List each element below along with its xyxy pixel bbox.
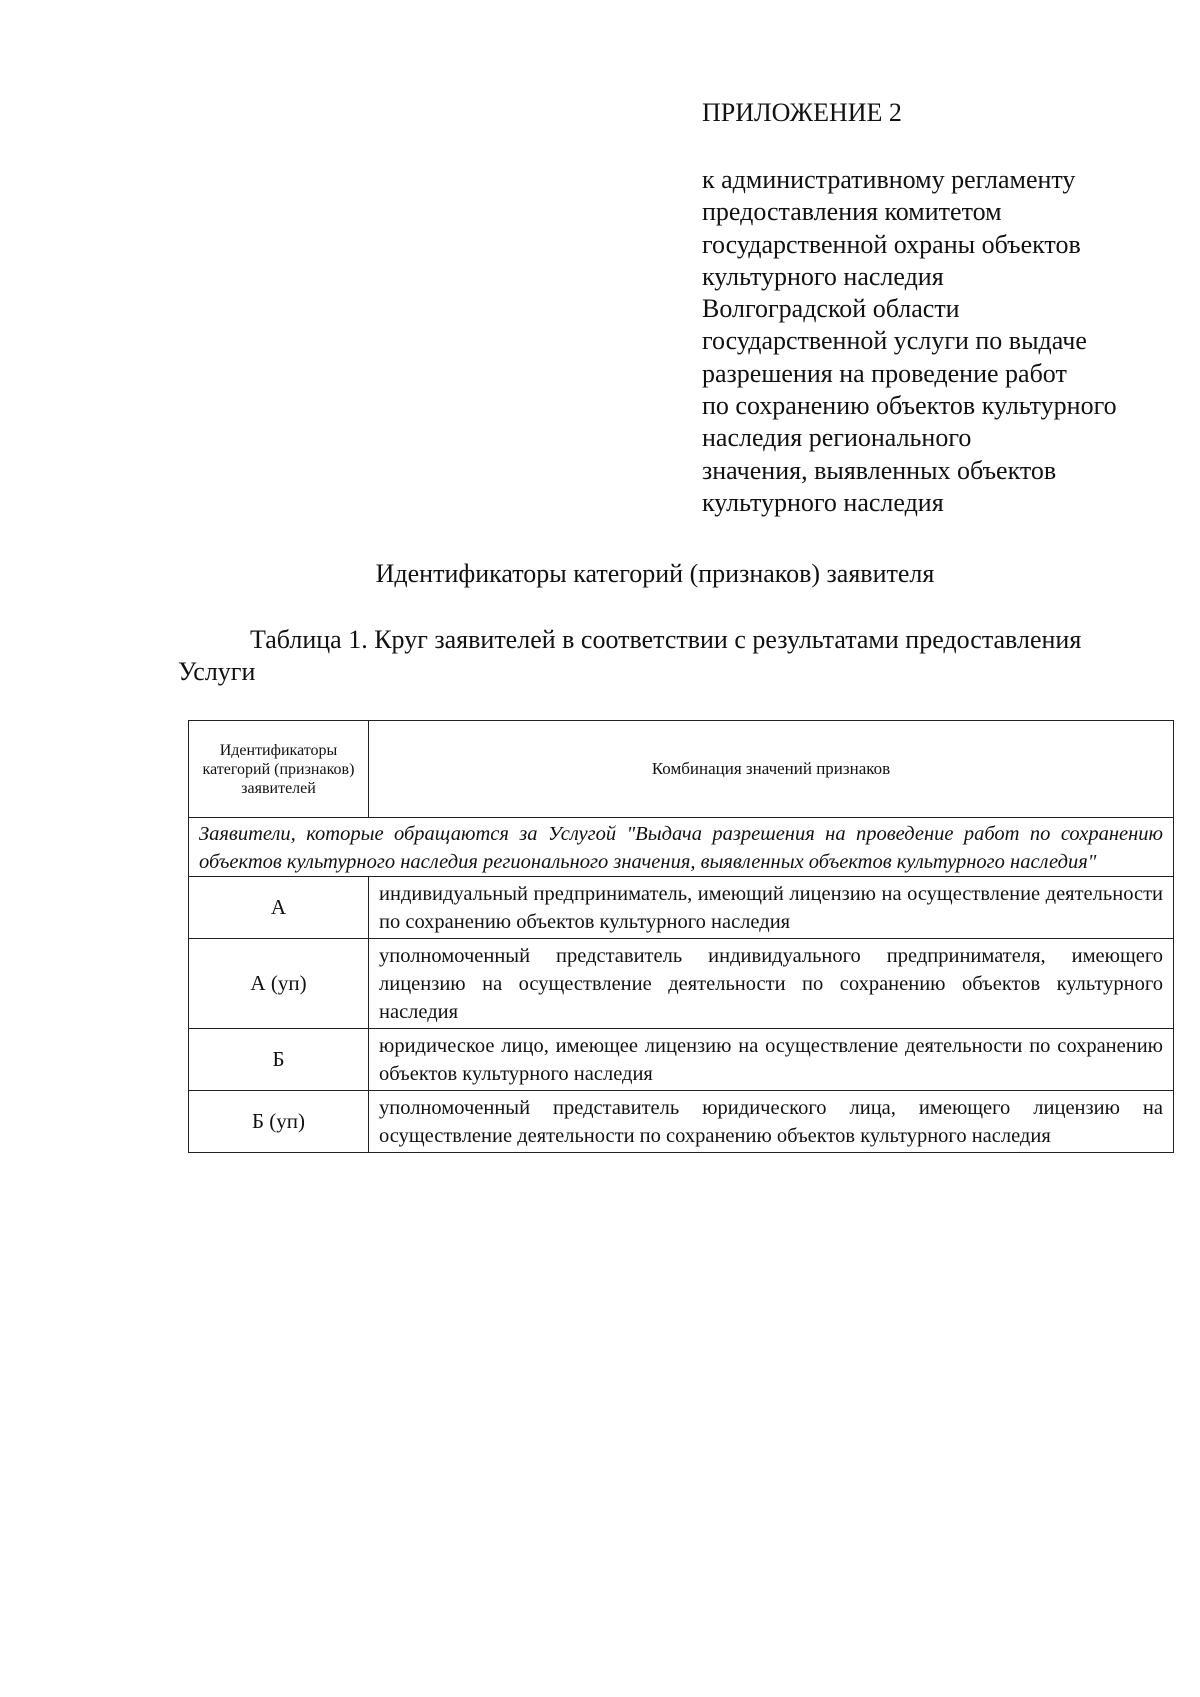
table-row	[189, 1091, 1174, 1153]
table-caption-line: Таблица 1. Круг заявителей в соответствии с результатами предоставления	[250, 625, 1082, 654]
appendix-line: государственной охраны объектов	[702, 229, 1081, 259]
header-combination: Комбинация значений признаков	[369, 721, 1174, 818]
table-group-row	[189, 818, 1174, 877]
appendix-line: государственной услуги по выдаче	[702, 326, 1087, 356]
appendix-block	[702, 98, 1172, 519]
appendix-line: по сохранению объектов культурного	[702, 391, 1117, 421]
table-header-row	[189, 721, 1174, 818]
appendix-subtitle	[702, 164, 1172, 519]
table-caption-line: Услуги	[178, 657, 256, 686]
appendix-line: наследия регионального	[702, 423, 972, 453]
table-caption	[178, 624, 1178, 688]
appendix-line: предоставления комитетом	[702, 197, 1002, 227]
table-row	[189, 939, 1174, 1029]
applicant-code: А	[189, 877, 369, 939]
applicant-description: уполномоченный представитель индивидуального предпринимателя, имеющего лицензию на осуществление деятельности по сохранению объектов культурного наследия	[369, 939, 1174, 1029]
applicant-description: юридическое лицо, имеющее лицензию на осуществление деятельности по сохранению объектов культурного наследия	[369, 1029, 1174, 1091]
applicant-code: Б (уп)	[189, 1091, 369, 1153]
applicant-code: А (уп)	[189, 939, 369, 1029]
applicant-description: индивидуальный предприниматель, имеющий лицензию на осуществление деятельности по сохранению объектов культурного наследия	[369, 877, 1174, 939]
appendix-line: культурного наследия	[702, 261, 944, 291]
header-identifiers: Идентификаторы категорий (признаков) заявителей	[189, 721, 369, 818]
appendix-line: значения, выявленных объектов	[702, 455, 1057, 485]
appendix-line: к административному регламенту	[702, 165, 1076, 194]
table-row	[189, 877, 1174, 939]
section-heading: Идентификаторы категорий (признаков) заявителя	[375, 559, 935, 588]
appendix-line: разрешения на проведение работ	[702, 358, 1067, 388]
appendix-line: культурного наследия	[702, 487, 944, 517]
table-row	[189, 1029, 1174, 1091]
applicant-description: уполномоченный представитель юридического лица, имеющего лицензию на осуществление деятельности по сохранению объектов культурного наследия	[369, 1091, 1174, 1153]
group-title: Заявители, которые обращаются за Услугой "Выдача разрешения на проведение работ по сохранению объектов культурного наследия регионального значения, выявленных объектов культурного наследия"	[189, 818, 1174, 877]
applicant-code: Б	[189, 1029, 369, 1091]
appendix-line: Волгоградской области	[702, 294, 960, 324]
appendix-title: ПРИЛОЖЕНИЕ 2	[702, 98, 902, 127]
applicants-table	[188, 720, 1174, 1153]
